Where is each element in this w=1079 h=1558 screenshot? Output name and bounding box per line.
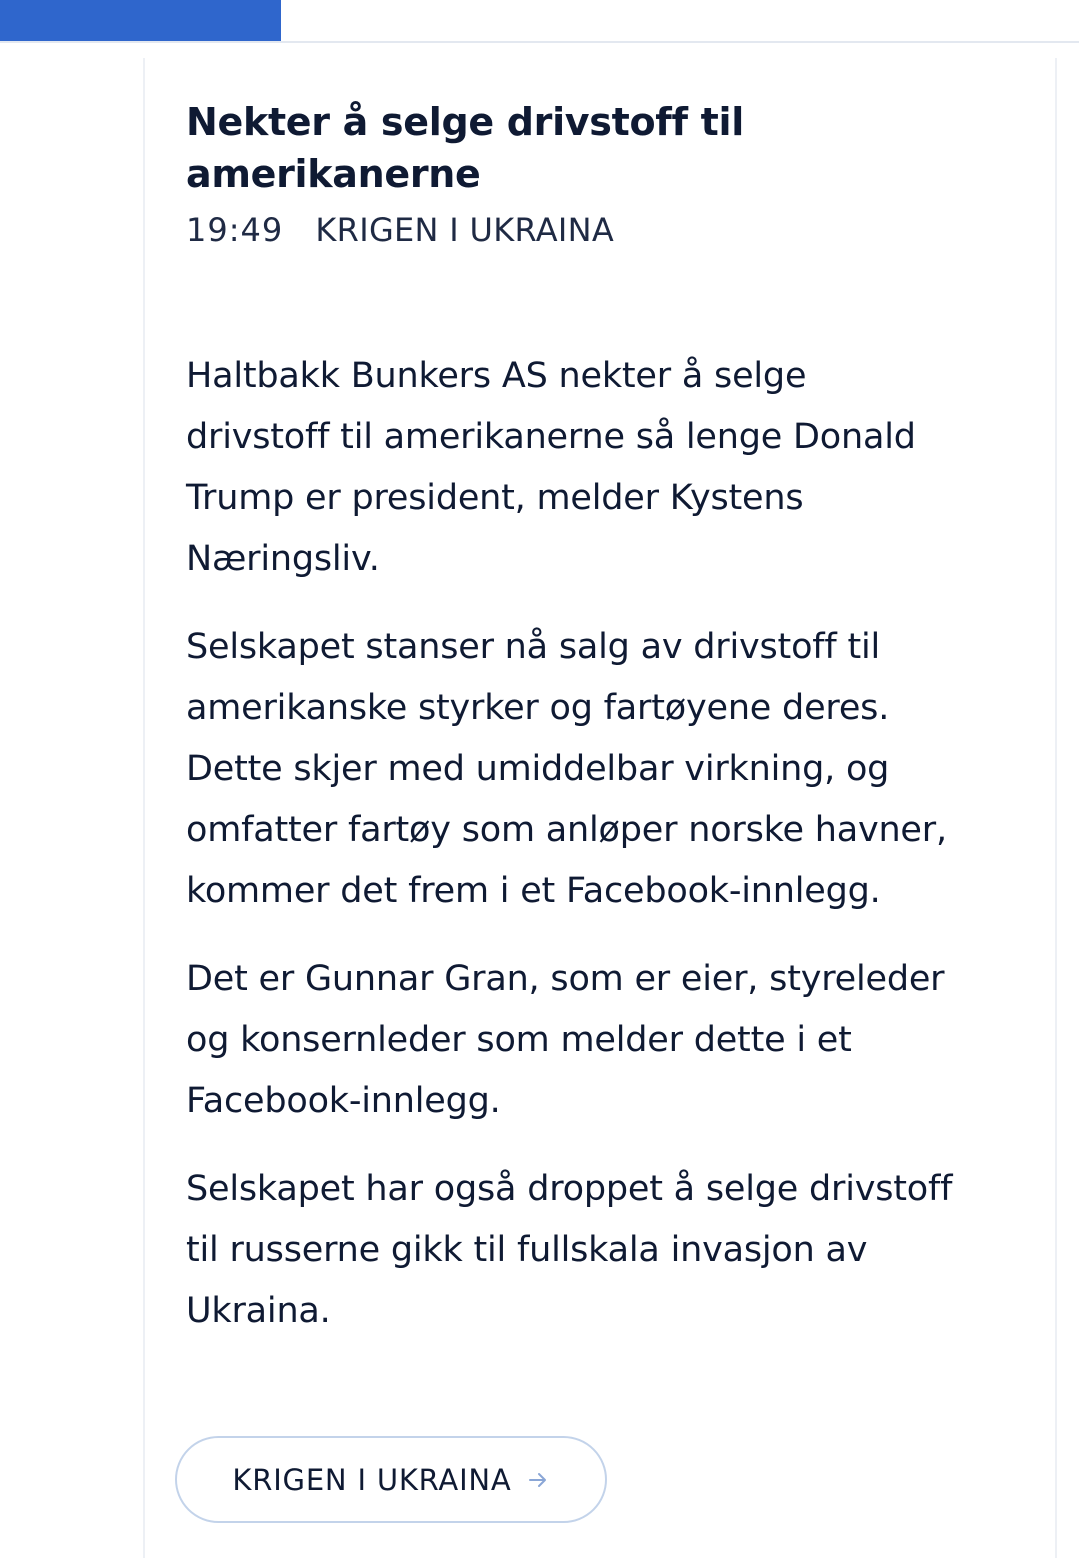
chevron-icon (896, 0, 914, 6)
arrow-right-icon (526, 1468, 550, 1492)
article-category[interactable]: KRIGEN I UKRAINA (315, 211, 615, 249)
article-paragraph: Haltbakk Bunkers AS nekter å selge drivstoff til amerikanerne så lenge Donald Trump er president, melder Kystens Næringsliv. (186, 356, 916, 579)
article-meta (186, 210, 614, 250)
topic-link-button[interactable] (175, 1436, 607, 1523)
topic-link-label: KRIGEN I UKRAINA (232, 1462, 512, 1497)
article-paragraph: Selskapet stanser nå salg av drivstoff til amerikanske styrker og fartøyene deres. Dette skjer med umiddelbar virkning, og omfatter fartøy som anløper norske havner, kommer det frem i et Facebook-innlegg. (186, 627, 947, 911)
top-bar (0, 0, 1079, 43)
article-headline[interactable]: Nekter å selge drivstoff til amerikanerne (186, 100, 744, 196)
article-paragraph: Det er Gunnar Gran, som er eier, styreleder og konsernleder som melder dette i et Facebook-innlegg. (186, 959, 945, 1121)
article-body (186, 346, 956, 1369)
article-time: 19:49 (186, 211, 284, 249)
reading-progress-bar (0, 0, 281, 41)
article-paragraph: Selskapet har også droppet å selge drivstoff til russerne gikk til fullskala invasjon av Ukraina. (186, 1169, 953, 1331)
